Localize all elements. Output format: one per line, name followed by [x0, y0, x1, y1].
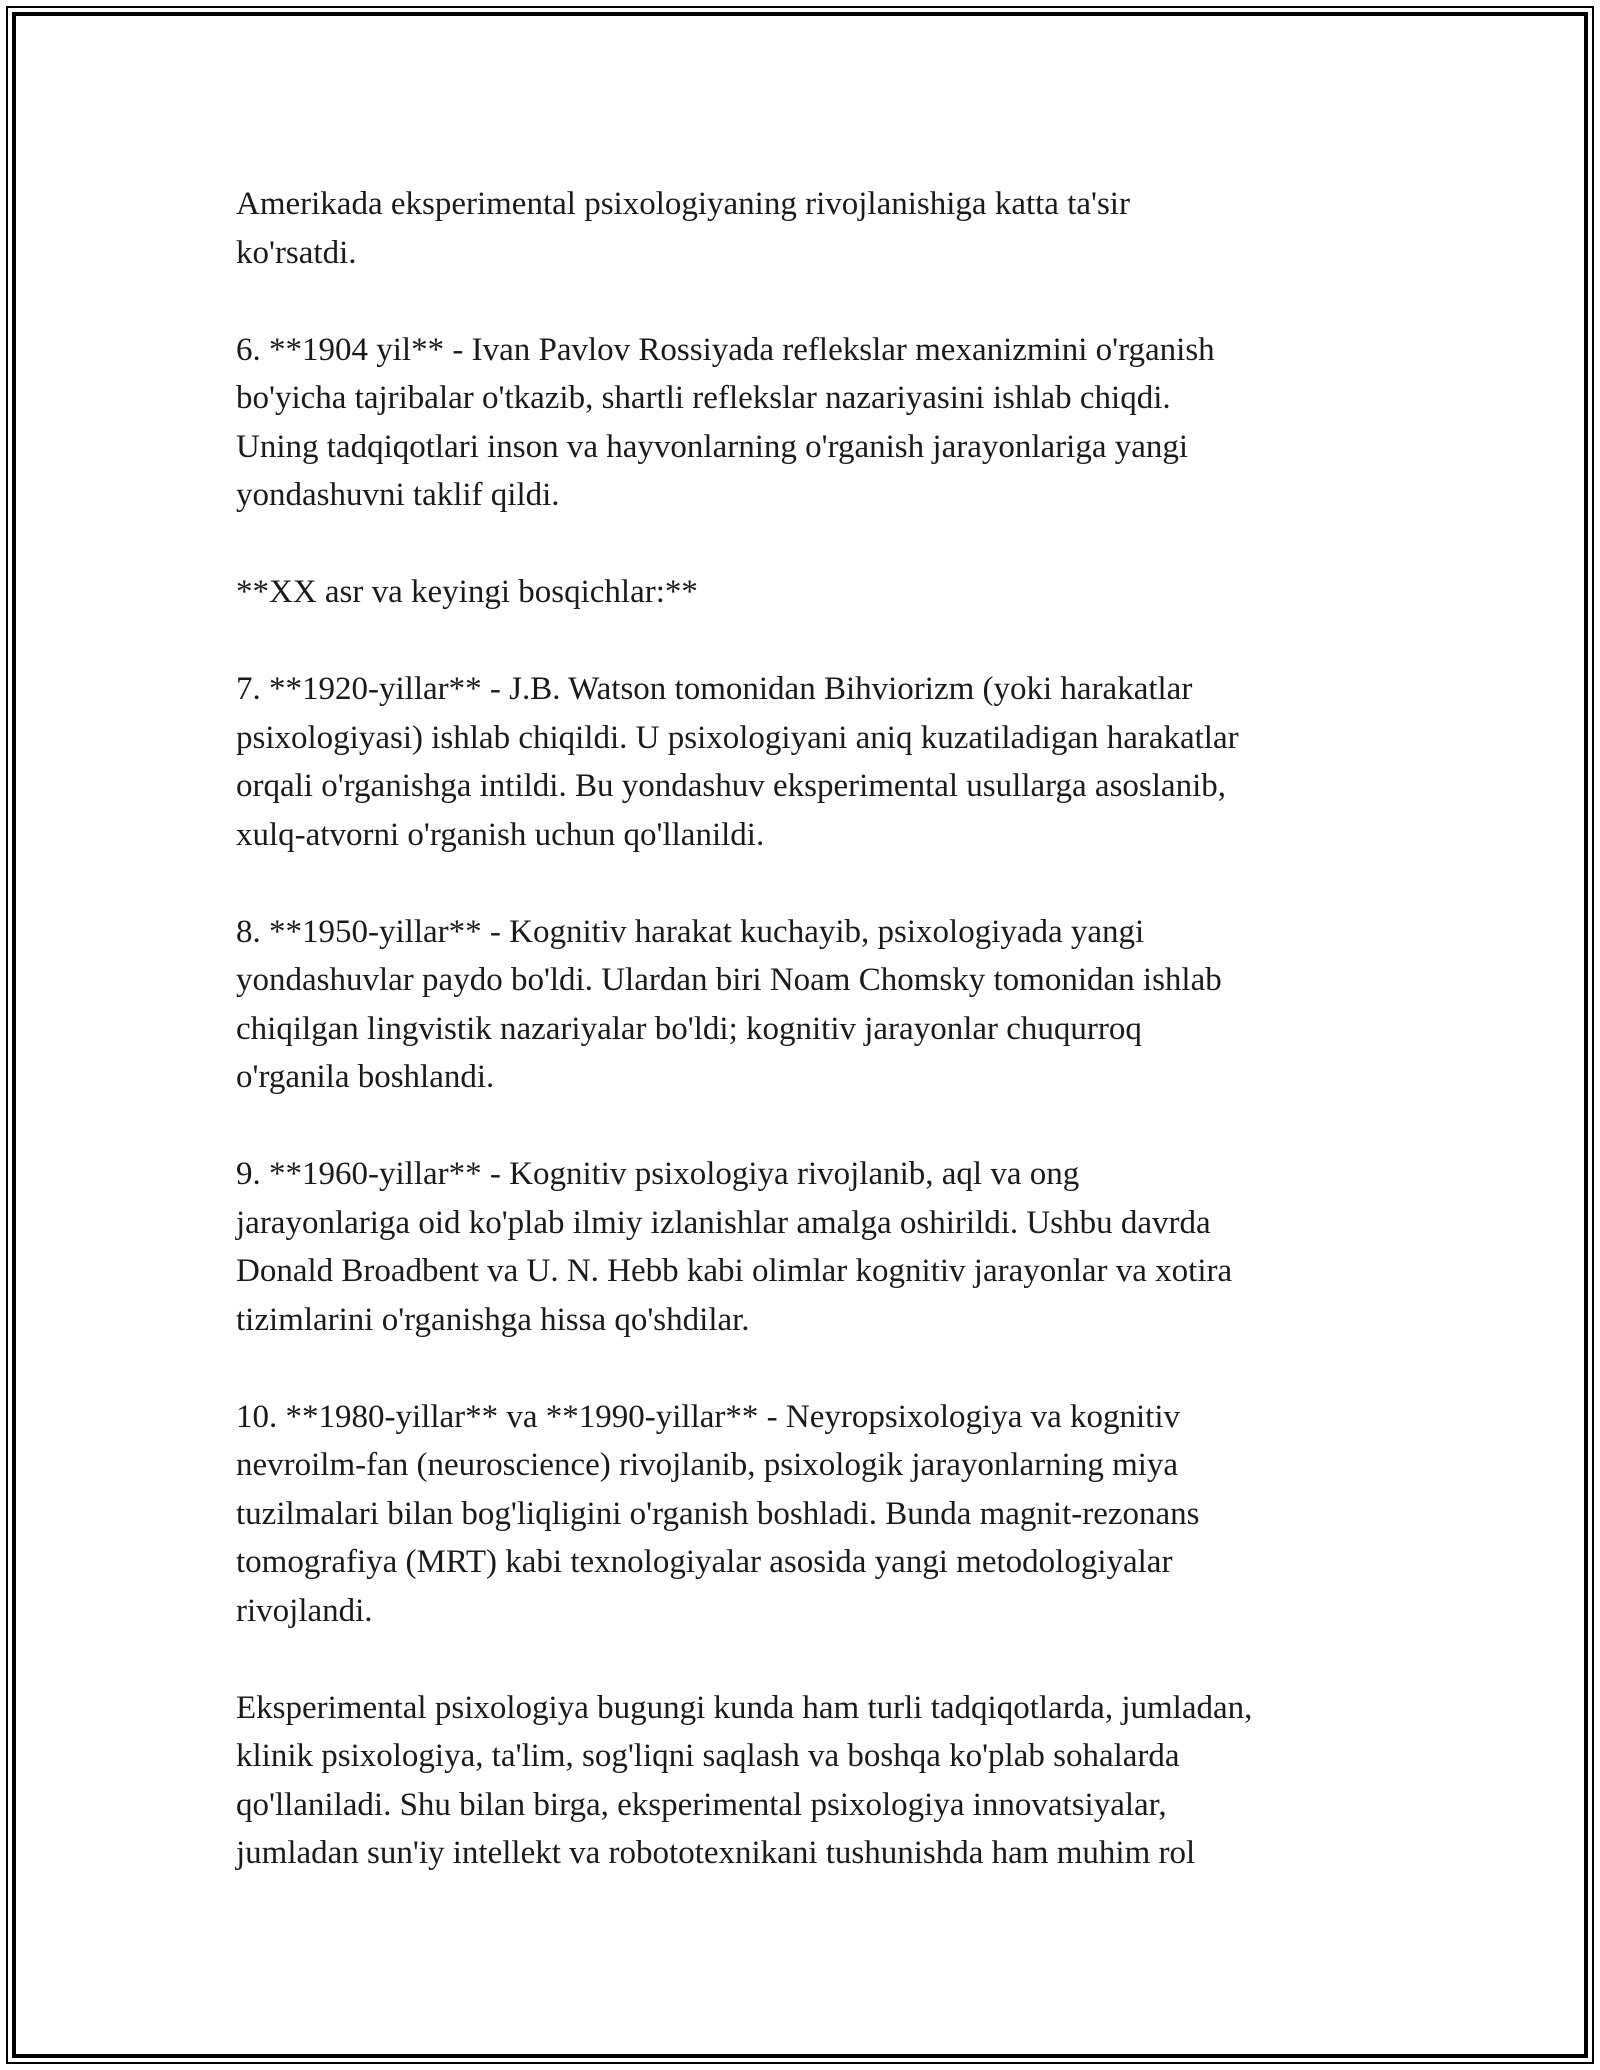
paragraph-item-8-cognitive: 8. **1950-yillar** - Kognitiv harakat kuchayib, psixologiyada yangi yondashuvlar paydo bo'ldi. Ulardan biri Noam Chomsky tomonidan ishlab chiqilgan lingvistik nazariyalar bo'ldi; kognitiv jarayonlar chuqurroq o'rganila boshlandi.	[236, 913, 1222, 1095]
paragraph-item-9-cognitive-psychology: 9. **1960-yillar** - Kognitiv psixologiya rivojlanib, aql va ong jarayonlariga oid ko'plab ilmiy izlanishlar amalga oshirildi. Ushbu davrda Donald Broadbent va U. N. Hebb kabi olimlar kognitiv jarayonlar va xotira tizimlarini o'rganishga hissa qo'shdilar.	[236, 1156, 1233, 1338]
paragraph-conclusion: Eksperimental psixologiya bugungi kunda ham turli tadqiqotlarda, jumladan, klinik psixologiya, ta'lim, sog'liqni saqlash va boshqa ko'plab sohalarda qo'llaniladi. Shu bilan birga, eksperimental psixologiya innovatsiyalar, jumladan sun'iy intellekt va robototexnikani tushunishda ham muhim rol	[236, 1689, 1253, 1871]
paragraph-item-6-pavlov: 6. **1904 yil** - Ivan Pavlov Rossiyada reflekslar mexanizmini o'rganish bo'yicha tajribalar o'tkazib, shartli reflekslar nazariyasini ishlab chiqdi. Uning tadqiqotlari inson va hayvonlarning o'rganish jarayonlariga yangi yondashuvni taklif qildi.	[236, 331, 1215, 513]
document-body	[236, 180, 1386, 1878]
section-heading-xx-century: **XX asr va keyingi bosqichlar:**	[236, 574, 698, 610]
paragraph-item-10-neuropsychology: 10. **1980-yillar** va **1990-yillar** - Neyropsixologiya va kognitiv nevroilm-fan (neuroscience) rivojlanib, psixologik jarayonlarning miya tuzilmalari bilan bog'liqligini o'rganish boshladi. Bunda magnit-rezonans tomografiya (MRT) kabi texnologiyalar asosida yangi metodologiyalar rivojlandi.	[236, 1398, 1200, 1629]
paragraph-item-7-watson: 7. **1920-yillar** - J.B. Watson tomonidan Bihviorizm (yoki harakatlar psixologiyasi) ishlab chiqildi. U psixologiyani aniq kuzatiladigan harakatlar orqali o'rganishga intildi. Bu yondashuv eksperimental usullarga asoslanib, xulq-atvorni o'rganish uchun qo'llanildi.	[236, 671, 1239, 853]
paragraph-intro-continuation: Amerikada eksperimental psixologiyaning rivojlanishiga katta ta'sir ko'rsatdi.	[236, 186, 1130, 271]
